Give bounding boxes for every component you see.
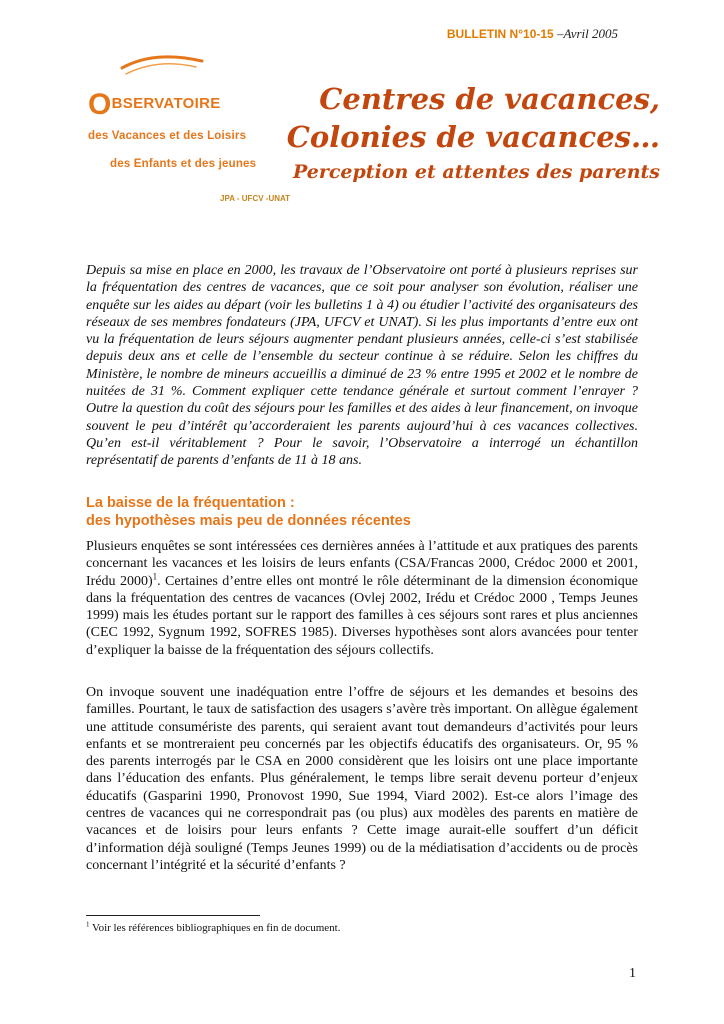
paragraph-1-part-1: Plusieurs enquêtes se sont intéressées ces dernières années à l’attitude et aux pratiques des parents concernant les vacances et les loisirs de leurs enfants (CSA/Francas 2000, Crédoc 2000 et 2001, Irédu 2000) xyxy=(86,539,638,589)
bulletin-number: BULLETIN N°10-15 xyxy=(446,27,554,41)
title-line-2: Colonies de vacances… xyxy=(286,120,660,154)
section-heading xyxy=(86,494,638,530)
body-paragraph-2: On invoque souvent une inadéquation entre l’offre de séjours et les demandes et besoins des familles. Pourtant, le taux de satisfaction des usagers s’avère très important. On allègue également une attitude consumériste des parents, qui seraient avant tout demandeurs d’activités pour leurs enfants et se montreraient peu concernés par les objectifs éducatifs des organisateurs. Or, 95 % des parents interrogés par le CSA en 2000 considèrent que les loisirs ont une place importante dans l’éducation des enfants. Plus généralement, le temps libre serait devenu porteur d’enjeux éducatifs (Gasparini 1990, Pronovost 1990, Sue 1994, Viard 2002). Est-ce alors l’image des centres de vacances qui ne correspondrait pas (ou plus) aux modèles des parents en matière de vacances et de loisirs pour leurs enfants ? Cette image aurait-elle souffert d’un déficit d’information déjà souligné (Temps Jeunes 1999) ou de la médiatisation d’accidents ou de procès concernant l’intégrité et la sécurité d’enfants ? xyxy=(86,685,638,873)
title-line-1: Centres de vacances, xyxy=(319,82,660,116)
footnote-reference[interactable]: 1 xyxy=(152,570,158,581)
footnote-divider xyxy=(86,915,260,916)
logo-line-vacances: des Vacances et des Loisirs xyxy=(88,130,247,142)
section-heading-line-2: des hypothèses mais peu de données récentes xyxy=(86,513,411,529)
body-paragraph-1 xyxy=(86,538,638,659)
footnote-marker: 1 xyxy=(86,920,90,929)
page-number: 1 xyxy=(629,966,636,981)
footnote-text: Voir les références bibliographiques en fin de document. xyxy=(89,922,341,934)
logo-wordmark xyxy=(88,88,221,122)
paragraph-1-part-2: . Certaines d’entre elles ont montré le rôle déterminant de la dimension économique dans la fréquentation des centres de vacances (Ovlej 2002, Irédu et Crédoc 2000 , Temps Jeunes 1999) mais les études portant sur le rapport des familles à ces séjours sont rares et plus anciennes (CEC 1992, Sygnum 1992, SOFRES 1985). Diverses hypothèses sont alors avancées pour tenter d’expliquer la baisse de la fréquentation des séjours collectifs. xyxy=(86,573,638,658)
footnote xyxy=(86,922,341,934)
logo-associations: JPA - UFCV -UNAT xyxy=(220,194,291,203)
bulletin-date: –Avril 2005 xyxy=(553,26,618,41)
title-subtitle: Perception et attentes des parents xyxy=(292,161,660,183)
intro-paragraph: Depuis sa mise en place en 2000, les travaux de l’Observatoire ont porté à plusieurs reprises sur la fréquentation des centres de vacances, que ce soit pour analyser son évolution, réaliser une enquête sur les aides au départ (voir les bulletins 1 à 4) ou étudier l’activité des organisateurs des réseaux de ses membres fondateurs (JPA, UFCV et UNAT). Si les plus importants d’entre eux ont vu la fréquentation de leurs séjours augmenter pendant plusieurs années, celle-ci s’est stabilisée depuis deux ans et celle de l’ensemble du secteur continue à se réduire. Selon les chiffres du Ministère, le nombre de mineurs accueillis a diminué de 23 % entre 1995 et 2002 et le nombre de nuitées de 31 %. Comment expliquer cette tendance générale et surtout comment l’enrayer ? Outre la question du coût des séjours pour les familles et des aides à leur financement, on invoque souvent le peu d’intérêt qu’accorderaient les parents aujourd’hui à ces vacances collectives. Qu’en est-il véritablement ? Pour le savoir, l’Observatoire a interrogé un échantillon représentatif de parents d’enfants de 11 à 18 ans. xyxy=(86,263,638,469)
document-title xyxy=(287,80,660,186)
bulletin-header xyxy=(447,26,618,42)
logo-letter-o: O xyxy=(88,88,112,121)
logo-word-rest: BSERVATOIRE xyxy=(111,95,221,112)
section-heading-line-1: La baisse de la fréquentation : xyxy=(86,495,295,511)
logo-line-enfants: des Enfants et des jeunes xyxy=(110,158,257,170)
